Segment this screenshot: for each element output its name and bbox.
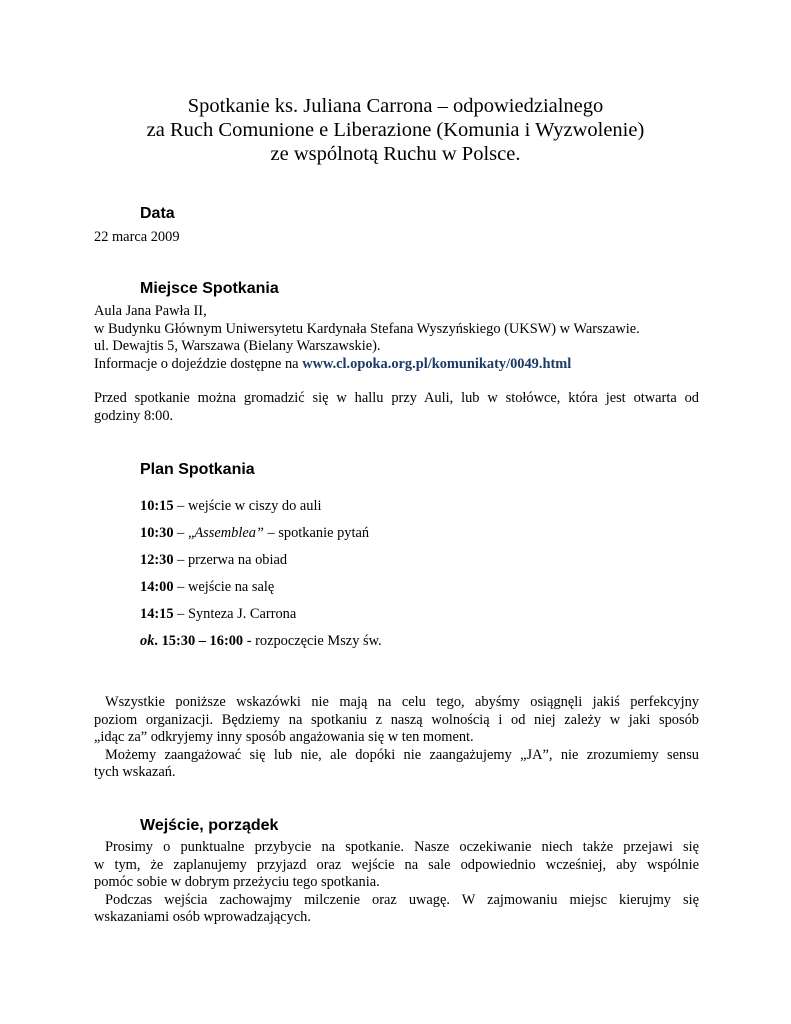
place-section	[94, 303, 699, 373]
schedule-text: wejście w ciszy do auli	[187, 498, 322, 514]
intro-line-1: Wszystkie poniższe wskazówki nie mają na celu tego, abyśmy osiągnęli jakiś perfekcyjny	[105, 694, 699, 710]
schedule-text: Synteza J. Carrona	[187, 606, 297, 622]
schedule-time: 12:30	[140, 552, 174, 568]
title-line-2: za Ruch Comunione e Liberazione (Komunia i Wyzwolenie)	[146, 119, 645, 141]
schedule-time: 14:00	[140, 579, 174, 595]
place-line-2: w Budynku Głównym Uniwersytetu Kardynała Stefana Wyszyńskiego (UKSW) w Warszawie.	[94, 320, 640, 337]
schedule-time: 10:30	[140, 525, 174, 541]
schedule-time: . 15:30 – 16:00	[154, 633, 244, 649]
title-line-1: Spotkanie ks. Juliana Carrona – odpowiedzialnego	[187, 95, 604, 117]
schedule-item: 10:15 – wejście w ciszy do auli	[140, 498, 322, 514]
plan-heading: Plan Spotkania	[140, 461, 255, 478]
entry-line-5: wskazaniami osób wprowadzających.	[94, 909, 311, 925]
schedule-text: przerwa na obiad	[187, 552, 288, 568]
schedule-text: wejście na salę	[187, 579, 275, 595]
schedule-italic: Assemblea”	[194, 525, 264, 541]
intro-line-2: poziom organizacji. Będziemy na spotkaniu z naszą wolnością i od niej zależy w jaki sposób	[94, 711, 699, 728]
gather-line-1: Przed spotkanie można gromadzić się w hallu przy Auli, lub w stołówce, która jest otwarta od	[94, 390, 699, 406]
place-line-3: ul. Dewajtis 5, Warszawa (Bielany Warszawskie).	[94, 338, 381, 354]
place-info-prefix: Informacje o dojeździe dostępne na	[94, 355, 303, 372]
date-text: 22 marca 2009	[94, 229, 180, 245]
entry-line-4: Podczas wejścia zachowajmy milczenie oraz uwagę. W zajmowaniu miejsc kierujmy się	[105, 891, 699, 908]
schedule-prefix: ok	[140, 633, 155, 649]
intro-line-5: tych wskazań.	[94, 764, 176, 780]
place-line-1: Aula Jana Pawła II,	[94, 303, 207, 319]
schedule-text: - rozpoczęcie Mszy św.	[243, 633, 382, 649]
entry-heading: Wejście, porządek	[140, 817, 279, 834]
date-heading: Data	[140, 205, 175, 222]
schedule-item: 10:30 – „Assemblea” – spotkanie pytań	[140, 525, 370, 541]
intro-line-4: Możemy zaangażować się lub nie, ale dopóki nie zaangażujemy „JA”, nie zrozumiemy sensu	[105, 746, 699, 763]
gather-line-2: godziny 8:00.	[94, 407, 174, 424]
intro-line-3: „idąc za” odkryjemy inny sposób angażowania się w ten moment.	[94, 729, 474, 745]
schedule-item	[140, 632, 382, 650]
entry-line-2: w tym, że zaplanujemy przyjazd oraz wejście na sale odpowiednio wcześniej, aby wspólnie	[94, 856, 699, 873]
place-heading: Miejsce Spotkania	[140, 280, 279, 297]
schedule-item: 12:30 – przerwa na obiad	[140, 552, 288, 568]
entry-line-1: Prosimy o punktualne przybycie na spotkanie. Nasze oczekiwanie niech także przejawi się	[105, 839, 699, 855]
entry-paragraph	[94, 839, 699, 927]
schedule-time: 14:15	[140, 606, 174, 622]
document-title	[0, 94, 791, 166]
gather-paragraph	[94, 390, 699, 425]
schedule-item: 14:00 – wejście na salę	[140, 579, 275, 595]
title-line-3: ze wspólnotą Ruchu w Polsce.	[270, 143, 521, 165]
intro-paragraph	[94, 694, 699, 782]
schedule-text: – spotkanie pytań	[263, 525, 370, 541]
directions-link[interactable]: www.cl.opoka.org.pl/komunikaty/0049.html	[302, 355, 572, 372]
entry-line-3: pomóc sobie w dobrym przeżyciu tego spotkania.	[94, 874, 380, 890]
schedule-item: 14:15 – Synteza J. Carrona	[140, 606, 297, 622]
date-value	[94, 229, 699, 247]
place-info-line	[94, 356, 699, 374]
schedule-time: 10:15	[140, 498, 174, 514]
